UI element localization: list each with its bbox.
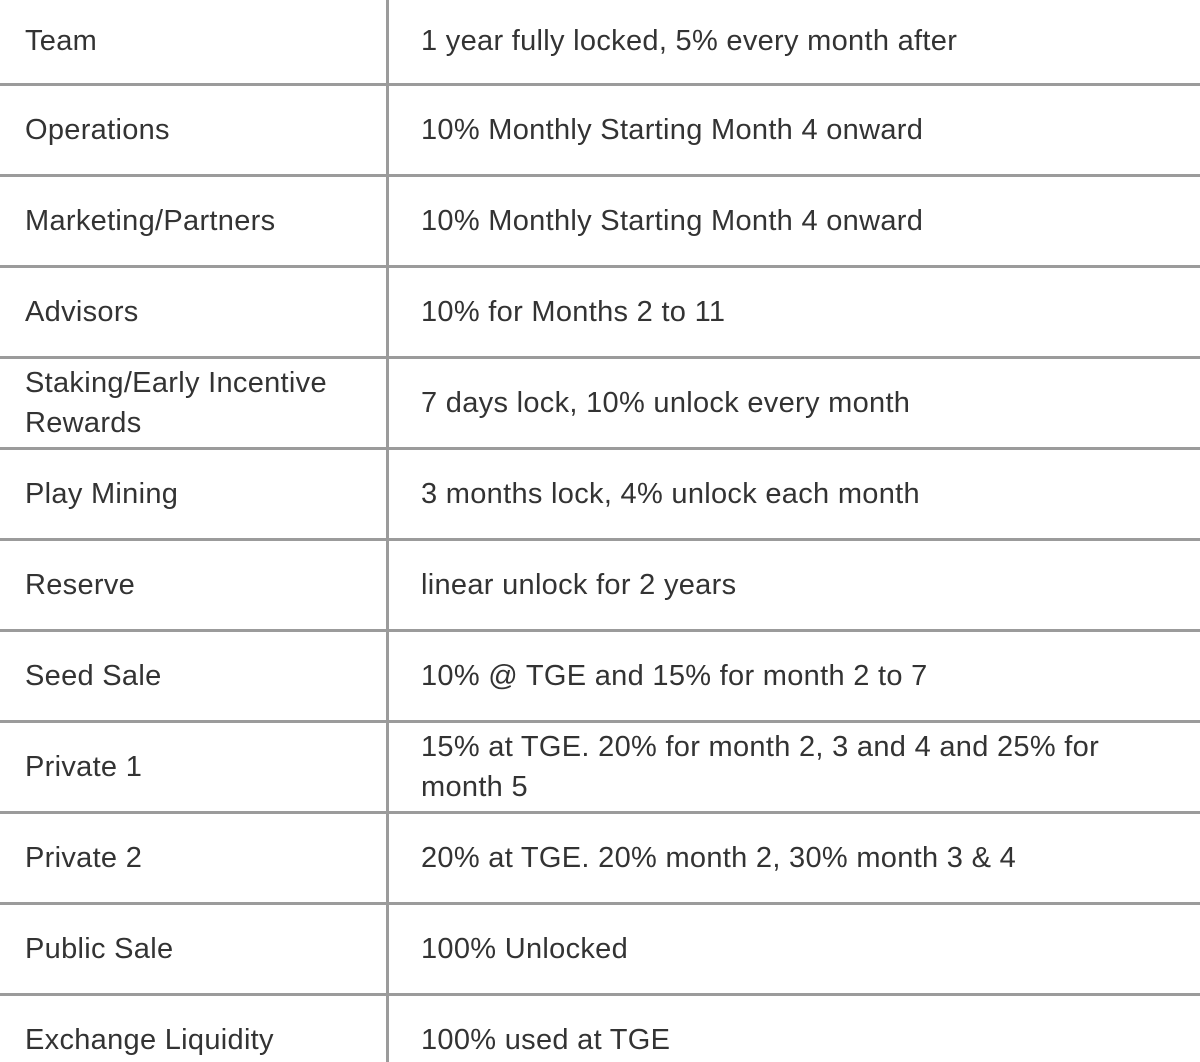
category-label: Team [25,25,98,58]
category-cell [0,630,388,721]
schedule-cell [388,994,1200,1062]
table-row [0,994,1200,1062]
table-row [0,357,1200,448]
table-row [0,539,1200,630]
category-label: Play Mining [25,477,179,510]
category-cell [0,0,388,84]
schedule-text: 10% for Months 2 to 11 [421,295,726,328]
category-cell [0,266,388,357]
schedule-text: 3 months lock, 4% unlock each month [421,477,920,510]
category-cell [0,357,388,448]
table-row [0,84,1200,175]
table-row [0,448,1200,539]
schedule-text: 7 days lock, 10% unlock every month [421,386,911,419]
table-row [0,903,1200,994]
table-row [0,266,1200,357]
category-cell [0,721,388,812]
schedule-cell [388,448,1200,539]
table-row [0,0,1200,84]
schedule-text: 20% at TGE. 20% month 2, 30% month 3 & 4 [421,841,1017,874]
schedule-text: linear unlock for 2 years [421,568,737,601]
schedule-text: 100% used at TGE [421,1024,671,1057]
category-label: Marketing/Partners [25,204,276,237]
schedule-text: 15% at TGE. 20% for month 2, 3 and 4 and 25% for month 5 [421,730,1100,803]
schedule-cell [388,539,1200,630]
schedule-cell [388,630,1200,721]
category-cell [0,903,388,994]
schedule-cell [388,357,1200,448]
schedule-cell [388,721,1200,812]
category-label: Private 1 [25,750,143,783]
category-label: Operations [25,113,170,146]
category-cell [0,994,388,1062]
category-cell [0,448,388,539]
table-row [0,630,1200,721]
table-row [0,812,1200,903]
category-cell [0,812,388,903]
table-row [0,721,1200,812]
category-cell [0,175,388,266]
category-label: Reserve [25,568,136,601]
schedule-cell [388,175,1200,266]
category-label: Seed Sale [25,659,162,692]
schedule-cell [388,266,1200,357]
schedule-cell [388,84,1200,175]
schedule-text: 10% @ TGE and 15% for month 2 to 7 [421,659,928,692]
category-label: Public Sale [25,932,174,965]
schedule-cell [388,812,1200,903]
category-label: Exchange Liquidity [25,1024,274,1057]
schedule-text: 1 year fully locked, 5% every month after [421,25,958,58]
schedule-text: 100% Unlocked [421,932,629,965]
schedule-text: 10% Monthly Starting Month 4 onward [421,113,924,146]
category-cell [0,539,388,630]
schedule-cell [388,903,1200,994]
category-label: Advisors [25,295,139,328]
schedule-text: 10% Monthly Starting Month 4 onward [421,204,924,237]
category-label: Staking/Early Incentive Rewards [25,366,327,439]
schedule-cell [388,0,1200,84]
category-cell [0,84,388,175]
category-label: Private 2 [25,841,143,874]
table-row [0,175,1200,266]
